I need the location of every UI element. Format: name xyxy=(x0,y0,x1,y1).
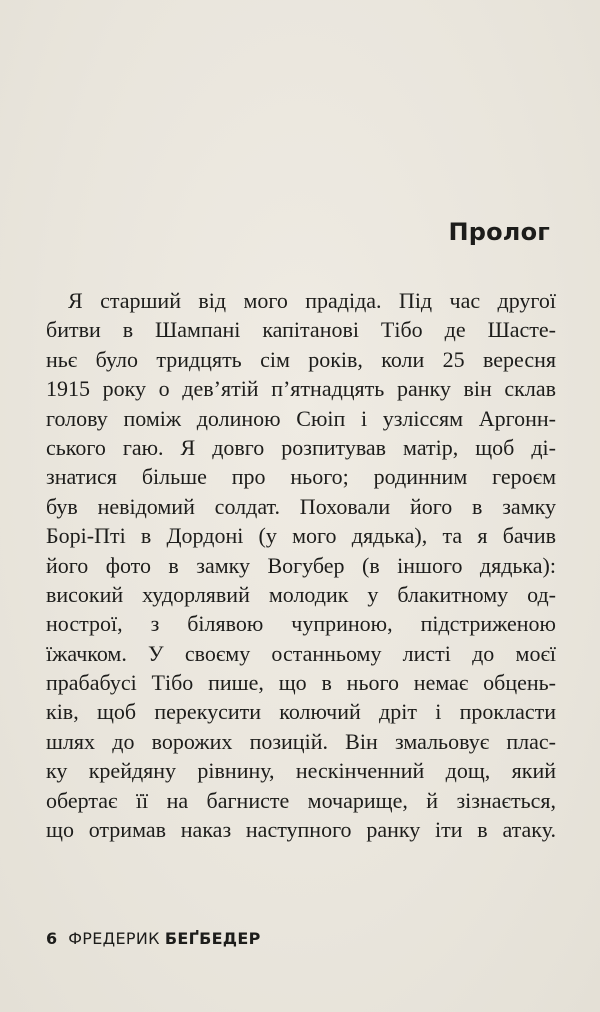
page-number: 6 xyxy=(46,929,58,948)
text-line: Борі-Пті в Дордоні (у мого дядька), та я бачив xyxy=(46,523,556,549)
text-line: голову поміж долиною Сюіп і узліссям Аргонн- xyxy=(46,405,556,431)
text-line: прабабусі Тібо пише, що в нього немає обцень- xyxy=(46,670,556,696)
text-line: битви в Шампані капітанові Тібо де Шасте- xyxy=(46,317,556,343)
chapter-title: Пролог xyxy=(448,218,550,246)
text-line: обертає її на багнисте мочарище, й зізнається, xyxy=(46,787,556,813)
text-line: знатися більше про нього; родинним героєм xyxy=(46,464,556,490)
body-text xyxy=(46,286,556,844)
text-line: їжачком. У своєму останньому листі до моєї xyxy=(46,640,556,666)
text-line: шлях до ворожих позицій. Він змальовує плас- xyxy=(46,728,556,754)
running-footer xyxy=(46,929,261,948)
text-line: нострої, з білявою чуприною, підстриженою xyxy=(46,611,556,637)
text-line: ського гаю. Я довго розпитував матір, щоб ді- xyxy=(46,434,556,460)
text-line: високий худорлявий молодик у блакитному од- xyxy=(46,581,556,607)
author-first-name: ФРЕДЕРИК xyxy=(68,929,160,948)
text-line: що отримав наказ наступного ранку іти в атаку. xyxy=(46,817,556,843)
author-last-name: БЕҐБЕДЕР xyxy=(164,929,261,948)
text-line: був невідомий солдат. Поховали його в замку xyxy=(46,493,556,519)
text-line: ньє було тридцять сім років, коли 25 вересня xyxy=(46,346,556,372)
text-line: ку крейдяну рівнину, нескінченний дощ, який xyxy=(46,758,556,784)
text-line: ків, щоб перекусити колючий дріт і прокласти xyxy=(46,699,556,725)
text-line: 1915 року о дев’ятій п’ятнадцять ранку він склав xyxy=(46,376,556,402)
text-line: його фото в замку Вогубер (в іншого дядька): xyxy=(46,552,556,578)
text-line: Я старший від мого прадіда. Під час другої xyxy=(68,288,556,313)
